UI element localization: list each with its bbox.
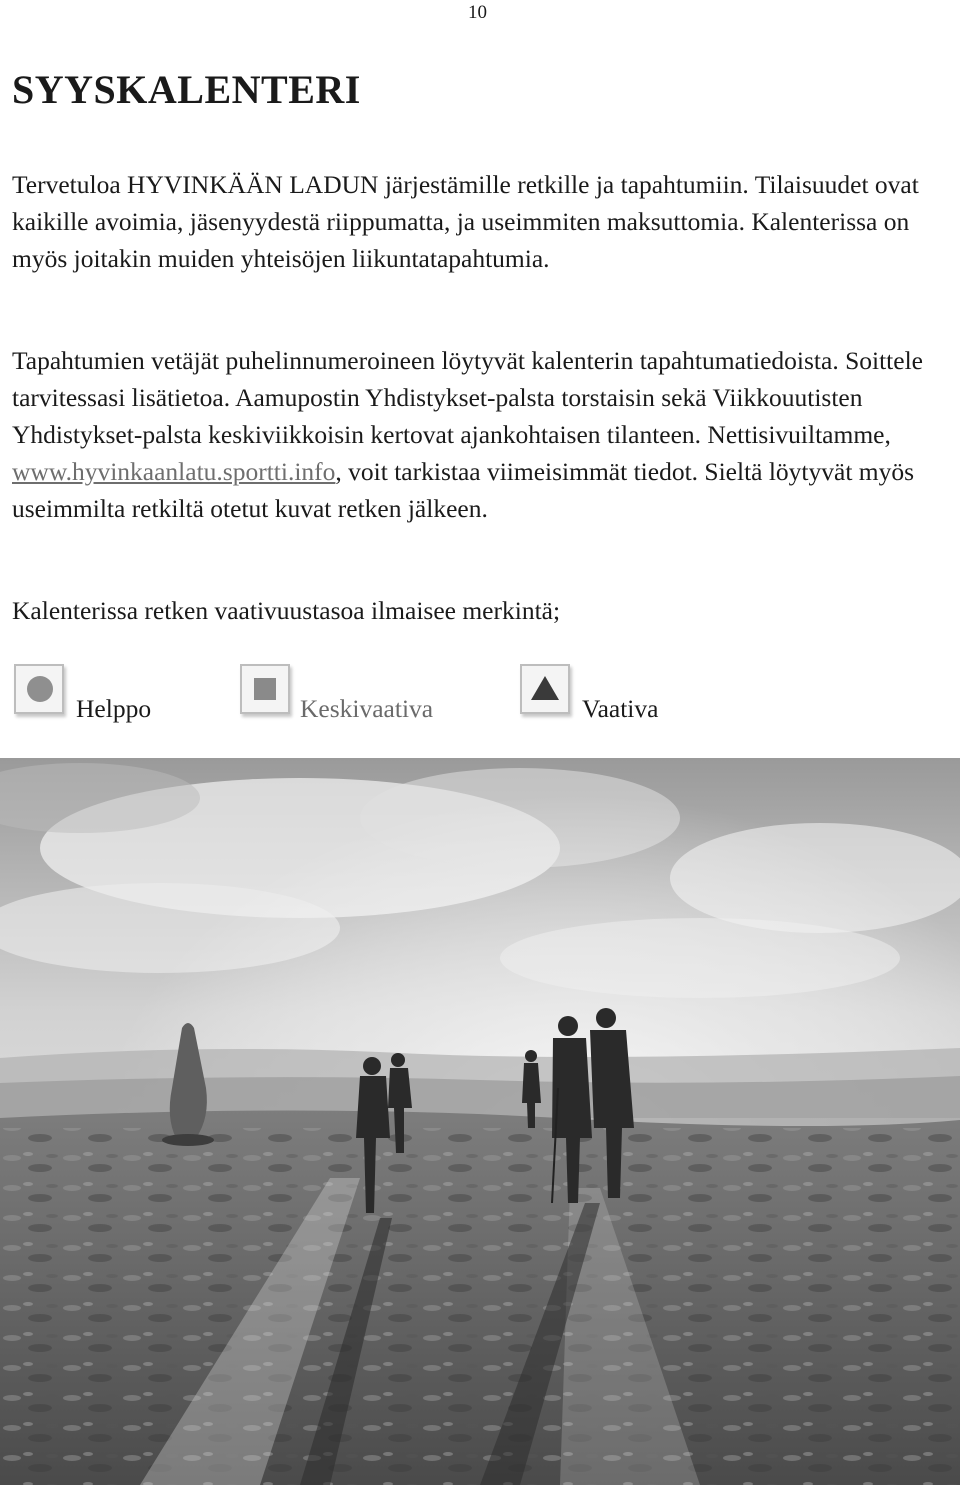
legend-icon-box [14,664,64,714]
triangle-icon [522,666,568,712]
intro-paragraph-2 [12,342,952,527]
paragraph-2-text-start: Tapahtumien vetäjät puhelinnumeroineen löytyvät kalenterin tapahtumatiedoista. Soittele tarvitessasi lisätietoa. Aamupostin Yhdistykset-palsta torstaisin sekä Viikkouutisten Yhdistykset-palsta keskiviikkoisin kertovat ajankohtaisen tilanteen. Nettisivuiltamme, [12,346,923,449]
paragraph-2-text-end: , voit tarkistaa viimeisimmät tiedot. Sieltä löytyvät myös useimmilta retkiltä otetut kuvat retken jälkeen. [12,457,915,523]
fell-hiking-group-photo [0,758,960,1485]
page-title: SYYSKALENTERI [12,67,361,112]
website-link[interactable]: www.hyvinkaanlatu.sportti.info [12,457,336,486]
legend-icon-box [520,664,570,714]
intro-paragraph-3: Kalenterissa retken vaativuustasoa ilmaisee merkintä; [12,596,561,625]
legend-label-hard: Vaativa [582,694,659,723]
legend-icon-box [240,664,290,714]
circle-icon [27,676,53,702]
legend-label-medium: Keskivaativa [300,694,434,723]
square-icon [254,678,276,700]
intro-paragraph-1: Tervetuloa HYVINKÄÄN LADUN järjestämille retkille ja tapahtumiin. Tilaisuudet ovat kaikille avoimia, jäsenyydestä riippumatta, ja useimmiten maksuttomia. Kalenterissa on myös joitakin muiden yhteisöjen liikuntatapahtumia. [12,170,919,273]
legend-label-easy: Helppo [76,694,152,723]
page-number: 10 [468,2,487,23]
